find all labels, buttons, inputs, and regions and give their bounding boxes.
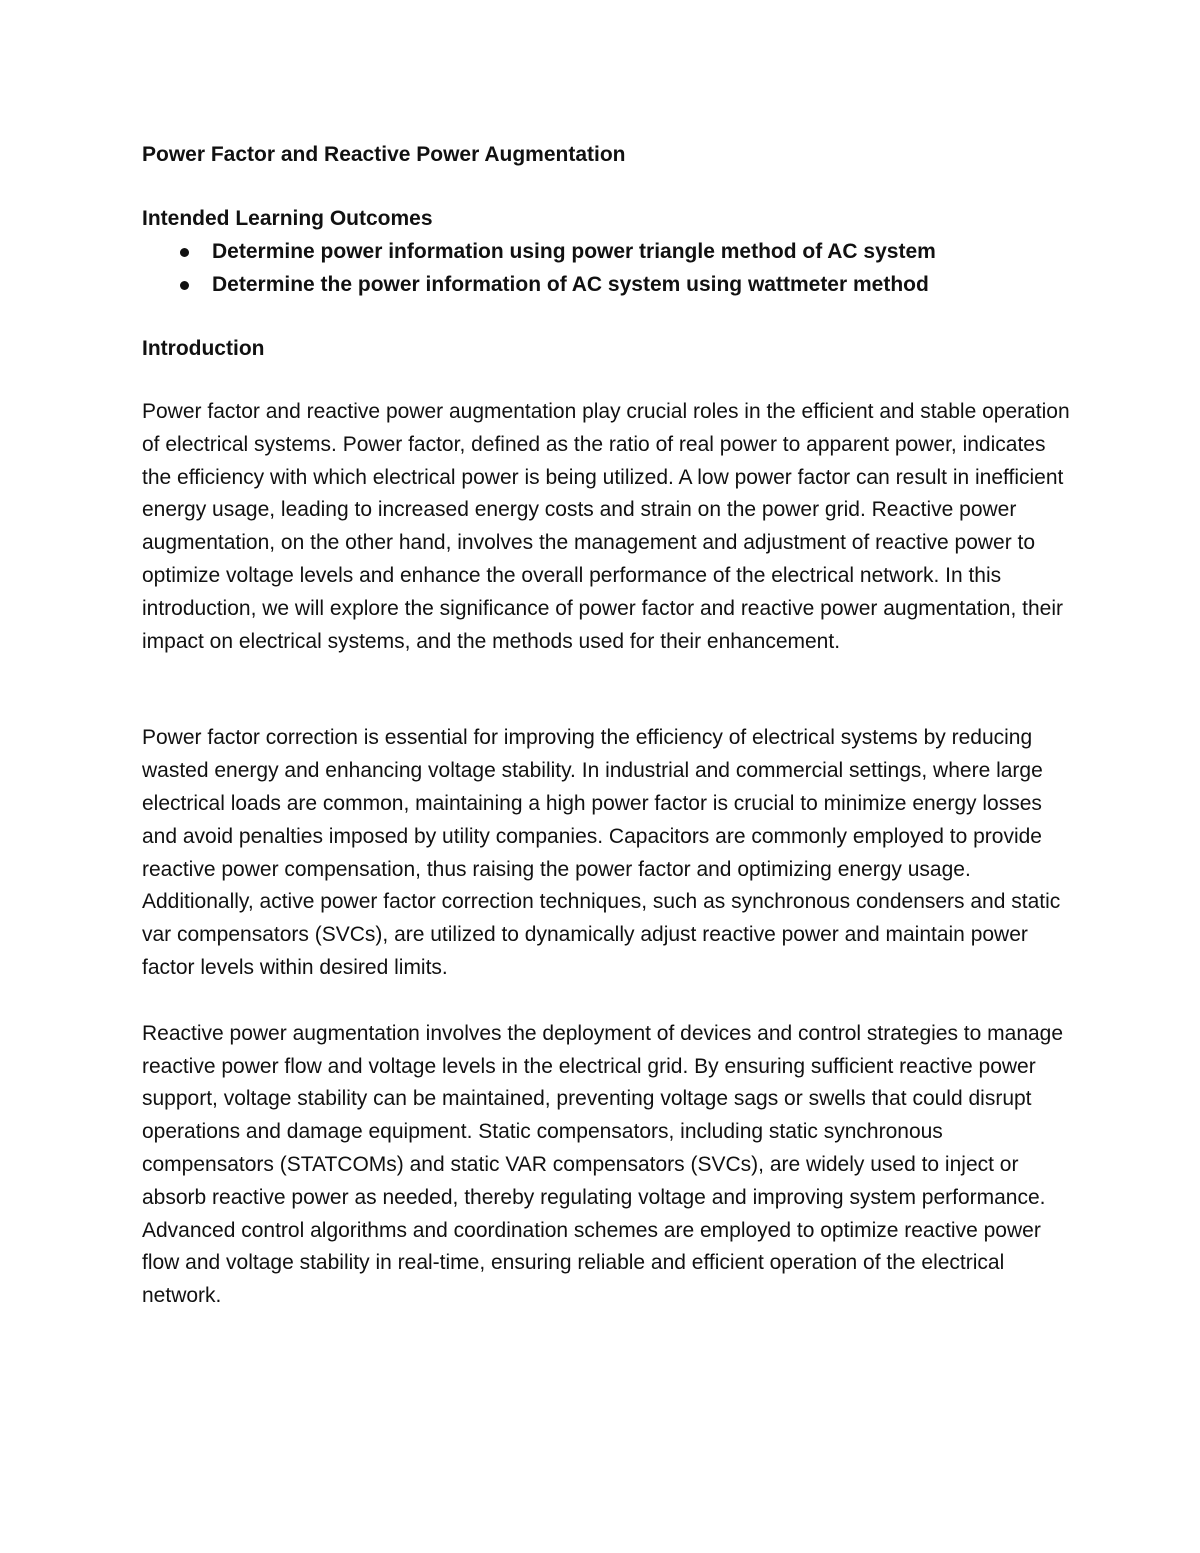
paragraph: Power factor and reactive power augmentation play crucial roles in the efficient and stable operation of electrical systems. Power factor, defined as the ratio of real power to apparent power, indicates the efficiency with which electrical power is being utilized. A low power factor can result in inefficient energy usage, leading to increased energy costs and strain on the power grid. Reactive power augmentation, on the other hand, involves the management and adjustment of reactive power to optimize voltage levels and enhance the overall performance of the electrical network. In this introduction, we will explore the significance of power factor and reactive power augmentation, their impact on electrical systems, and the methods used for their enhancement. [142,400,1070,653]
document-body [142,138,1072,1313]
outcome-item [180,268,1072,301]
paragraph: Reactive power augmentation involves the deployment of devices and control strategies to manage reactive power flow and voltage levels in the electrical grid. By ensuring sufficient reactive power support, voltage stability can be maintained, preventing voltage sags or swells that could disrupt operations and damage equipment. Static compensators, including static synchronous compensators (STATCOMs) and static VAR compensators (SVCs), are widely used to inject or absorb reactive power as needed, thereby regulating voltage and improving system performance. Advanced control algorithms and coordination schemes are employed to optimize reactive power flow and voltage stability in real-time, ensuring reliable and efficient operation of the electrical network. [142,1021,1064,1308]
bullet-icon [180,248,189,257]
bullet-icon [180,281,189,290]
outcomes-list [142,235,1072,301]
outcomes-heading: Intended Learning Outcomes [142,207,433,230]
document-title: Power Factor and Reactive Power Augmentation [142,143,626,166]
outcome-item [180,235,1072,268]
outcome-text: Determine the power information of AC system using wattmeter method [212,273,929,296]
paragraph: Power factor correction is essential for improving the efficiency of electrical systems by reducing wasted energy and enhancing voltage stability. In industrial and commercial settings, where large electrical loads are common, maintaining a high power factor is crucial to minimize energy losses and avoid penalties imposed by utility companies. Capacitors are commonly employed to provide reactive power compensation, thus raising the power factor and optimizing energy usage. Additionally, active power factor correction techniques, such as synchronous condensers and static var compensators (SVCs), are utilized to dynamically adjust reactive power and maintain power factor levels within desired limits. [142,726,1061,979]
introduction-heading: Introduction [142,337,265,360]
outcome-text: Determine power information using power triangle method of AC system [212,240,936,263]
